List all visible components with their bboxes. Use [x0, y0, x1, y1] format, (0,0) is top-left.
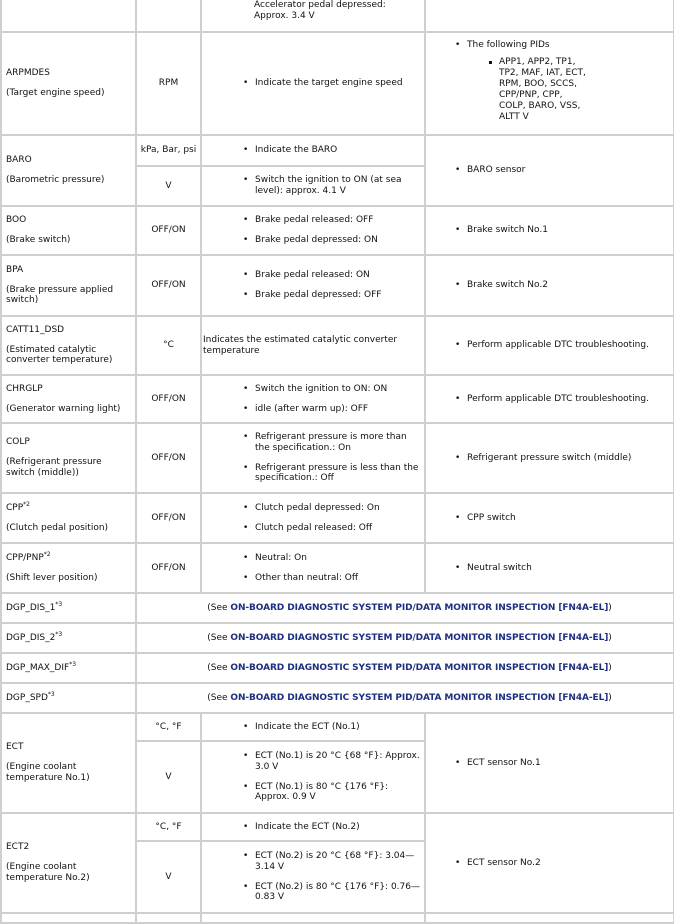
list-item: • Brake pedal depressed: ON [236, 235, 421, 246]
table-row-ect [1, 713, 674, 741]
list-item: • Refrigerant pressure is more than the specification.: On [236, 432, 421, 454]
see-reference-cell: (See ON-BOARD DIAGNOSTIC SYSTEM PID/DATA MONITOR INSPECTION [FN4A-EL]) [136, 593, 674, 623]
list-item: • Switch the ignition to ON (at sea level): approx. 4.1 V [236, 175, 421, 197]
table-row [1, 0, 674, 32]
list-item: • Brake pedal released: OFF [236, 215, 421, 226]
list-item: • Neutral switch [448, 563, 670, 574]
pid-description: (Engine coolant temperature No.1) [6, 762, 90, 783]
list-item: • ECT (No.1) is 80 °C {176 °F}: Approx. 0.9 V [236, 782, 421, 804]
list-item: • Other than neutral: Off [236, 573, 421, 584]
table-row-dgp-dis-2 [1, 623, 674, 653]
reference-cell [425, 316, 674, 375]
table-row-boo [1, 206, 674, 255]
list-item: • ECT (No.2) is 80 °C {176 °F}: 0.76—0.83 V [236, 882, 421, 904]
condition-cell [201, 135, 425, 166]
unit-cell: °C, °F [136, 813, 201, 841]
pid-description: (Clutch pedal position) [6, 522, 109, 533]
list-item: • ECT sensor No.2 [448, 858, 670, 869]
pid-description: (Brake switch) [6, 235, 71, 245]
pid-cell [1, 713, 136, 813]
condition-cell [201, 166, 425, 206]
unit-cell: V [136, 741, 201, 813]
list-item: • Perform applicable DTC troubleshooting. [448, 394, 670, 405]
condition-cell [201, 206, 425, 255]
list-item: • Brake switch No.2 [448, 280, 670, 291]
table-row-colp [1, 423, 674, 493]
list-item: • Indicate the ECT (No.1) [236, 722, 421, 733]
pid-cell [1, 316, 136, 375]
list-item: • Indicate the target engine speed [236, 78, 421, 89]
pid-description: (Barometric pressure) [6, 175, 105, 185]
list-item: • The following PIDs APP1, APP2, TP1, TP2, MAF, IAT, ECT, RPM, BOO, SCCS, CPP/PNP, CPP, COLP, BARO, VSS, ALTT V [448, 40, 670, 123]
condition-cell [201, 255, 425, 316]
pid-name: BPA [6, 264, 24, 275]
list-item: • ECT sensor No.1 [448, 758, 670, 769]
list-item: • Clutch pedal depressed: On [236, 503, 421, 514]
reference-cell [425, 543, 674, 593]
list-item: • Switch the ignition to ON: ON [236, 384, 421, 395]
condition-cell [201, 375, 425, 423]
list-item: • Perform applicable DTC troubleshooting. [448, 340, 670, 351]
table-row-baro [1, 135, 674, 166]
pid-name: BOO [6, 215, 27, 226]
reference-cell [425, 493, 674, 543]
see-reference-cell: (See ON-BOARD DIAGNOSTIC SYSTEM PID/DATA MONITOR INSPECTION [FN4A-EL]) [136, 623, 674, 653]
unit-cell: V [136, 166, 201, 206]
unit-cell: OFF/ON [136, 375, 201, 423]
see-reference-cell: (See ON-BOARD DIAGNOSTIC SYSTEM PID/DATA MONITOR INSPECTION [FN4A-EL]) [136, 683, 674, 713]
table-row-dgp-max-dif [1, 653, 674, 683]
pid-description: (Shift lever position) [6, 572, 98, 583]
list-item: • ECT (No.1) is 20 °C {68 °F}: Approx. 3.0 V [236, 751, 421, 773]
condition-cell [201, 493, 425, 543]
see-reference-cell: (See ON-BOARD DIAGNOSTIC SYSTEM PID/DATA MONITOR INSPECTION [FN4A-EL]) [136, 653, 674, 683]
condition-cell: Accelerator pedal depressed: Approx. 3.4 V [201, 0, 425, 32]
table-row-cpp [1, 493, 674, 543]
list-item: • Brake switch No.1 [448, 225, 670, 236]
pid-description: (Engine coolant temperature No.2) [6, 862, 90, 883]
pid-cell: DGP_DIS_2$^{*3}$ [1, 623, 136, 653]
table-row-catt11-dsd [1, 316, 674, 375]
pid-name: ARPMDES [6, 68, 50, 79]
condition-cell [201, 813, 425, 841]
unit-cell: OFF/ON [136, 206, 201, 255]
reference-cell [425, 423, 674, 493]
list-item: • Indicate the BARO [236, 145, 421, 156]
reference-cell [425, 206, 674, 255]
pid-description: (Brake pressure applied switch) [6, 284, 114, 306]
unit-cell: V [136, 841, 201, 913]
unit-cell: kPa, Bar, psi [136, 135, 201, 166]
pid-description: (Refrigerant pressure switch (middle)) [6, 457, 102, 478]
list-item: • Brake pedal depressed: OFF [236, 290, 421, 301]
list-item: • Neutral: On [236, 553, 421, 564]
obd-inspection-link[interactable]: ON-BOARD DIAGNOSTIC SYSTEM PID/DATA MONITOR INSPECTION [FN4A-EL] [230, 602, 609, 613]
pid-cell: DGP_DIS_1$^{*3}$ [1, 593, 136, 623]
list-item: • BARO sensor [448, 165, 670, 176]
condition-cell [201, 543, 425, 593]
pid-description: (Target engine speed) [6, 88, 105, 98]
list-item: • Refrigerant pressure switch (middle) [448, 453, 670, 464]
pid-name: CATT11_DSD [6, 324, 65, 335]
obd-inspection-link[interactable]: ON-BOARD DIAGNOSTIC SYSTEM PID/DATA MONITOR INSPECTION [FN4A-EL] [230, 632, 609, 643]
list-item: • Clutch pedal released: Off [236, 523, 421, 534]
pid-name: ECT [6, 742, 24, 753]
condition-cell: Indicates the estimated catalytic converter temperature [201, 316, 425, 375]
unit-cell: OFF/ON [136, 255, 201, 316]
pid-cell [1, 32, 136, 135]
table-row-bpa [1, 255, 674, 316]
condition-cell [201, 841, 425, 913]
pid-cell [1, 135, 136, 206]
condition-cell [201, 423, 425, 493]
unit-cell: OFF/ON [136, 423, 201, 493]
table-row-dgp-dis-1 [1, 593, 674, 623]
pid-cell: DGP_SPD$^{*3}$ [1, 683, 136, 713]
condition-cell [201, 32, 425, 135]
pid-name: CPP/PNP$^{*2}$ [6, 550, 51, 563]
reference-cell [425, 713, 674, 813]
reference-cell [425, 375, 674, 423]
pid-description: (Estimated catalytic converter temperature) [6, 344, 113, 366]
pid-name: BARO [6, 155, 32, 166]
reference-cell [425, 255, 674, 316]
list-item: • ECT (No.2) is 20 °C {68 °F}: 3.04—3.14 V [236, 851, 421, 873]
table-row-chrglp [1, 375, 674, 423]
list-item: • Indicate the ECT (No.2) [236, 822, 421, 833]
unit-cell: °C, °F [136, 713, 201, 741]
unit-cell: °C [136, 316, 201, 375]
reference-cell [425, 813, 674, 913]
pid-cell [1, 543, 136, 593]
pid-name: ECT2 [6, 842, 30, 853]
table-row [1, 913, 674, 923]
reference-cell [425, 135, 674, 206]
condition-cell [201, 741, 425, 813]
list-item: APP1, APP2, TP1, TP2, MAF, IAT, ECT, RPM, BOO, SCCS, CPP/PNP, CPP, COLP, BARO, VSS, ALTT V [467, 57, 589, 123]
pid-cell [1, 493, 136, 543]
condition-cell [201, 713, 425, 741]
pid-name: COLP [6, 437, 30, 448]
pid-cell [1, 375, 136, 423]
table-row-dgp-spd [1, 683, 674, 713]
list-item: • Refrigerant pressure is less than the specification.: Off [236, 463, 421, 485]
obd-inspection-link[interactable]: ON-BOARD DIAGNOSTIC SYSTEM PID/DATA MONITOR INSPECTION [FN4A-EL] [230, 662, 609, 673]
pid-name: CHRGLP [6, 383, 43, 394]
pid-description: (Generator warning light) [6, 403, 121, 414]
list-item: • CPP switch [448, 513, 670, 524]
list-item: • Brake pedal released: ON [236, 270, 421, 281]
table-row-cpp-pnp [1, 543, 674, 593]
reference-cell [425, 32, 674, 135]
unit-cell: RPM [136, 32, 201, 135]
unit-cell: OFF/ON [136, 543, 201, 593]
pid-cell [1, 423, 136, 493]
list-item: • idle (after warm up): OFF [236, 404, 421, 415]
table-row-ect2 [1, 813, 674, 841]
table-row-arpmdes [1, 32, 674, 135]
pid-cell [1, 813, 136, 913]
pid-cell: DGP_MAX_DIF$^{*3}$ [1, 653, 136, 683]
pid-cell [1, 255, 136, 316]
pid-name: CPP$^{*2}$ [6, 500, 30, 513]
unit-cell: OFF/ON [136, 493, 201, 543]
obd-inspection-link[interactable]: ON-BOARD DIAGNOSTIC SYSTEM PID/DATA MONITOR INSPECTION [FN4A-EL] [230, 692, 609, 703]
pid-cell [1, 206, 136, 255]
